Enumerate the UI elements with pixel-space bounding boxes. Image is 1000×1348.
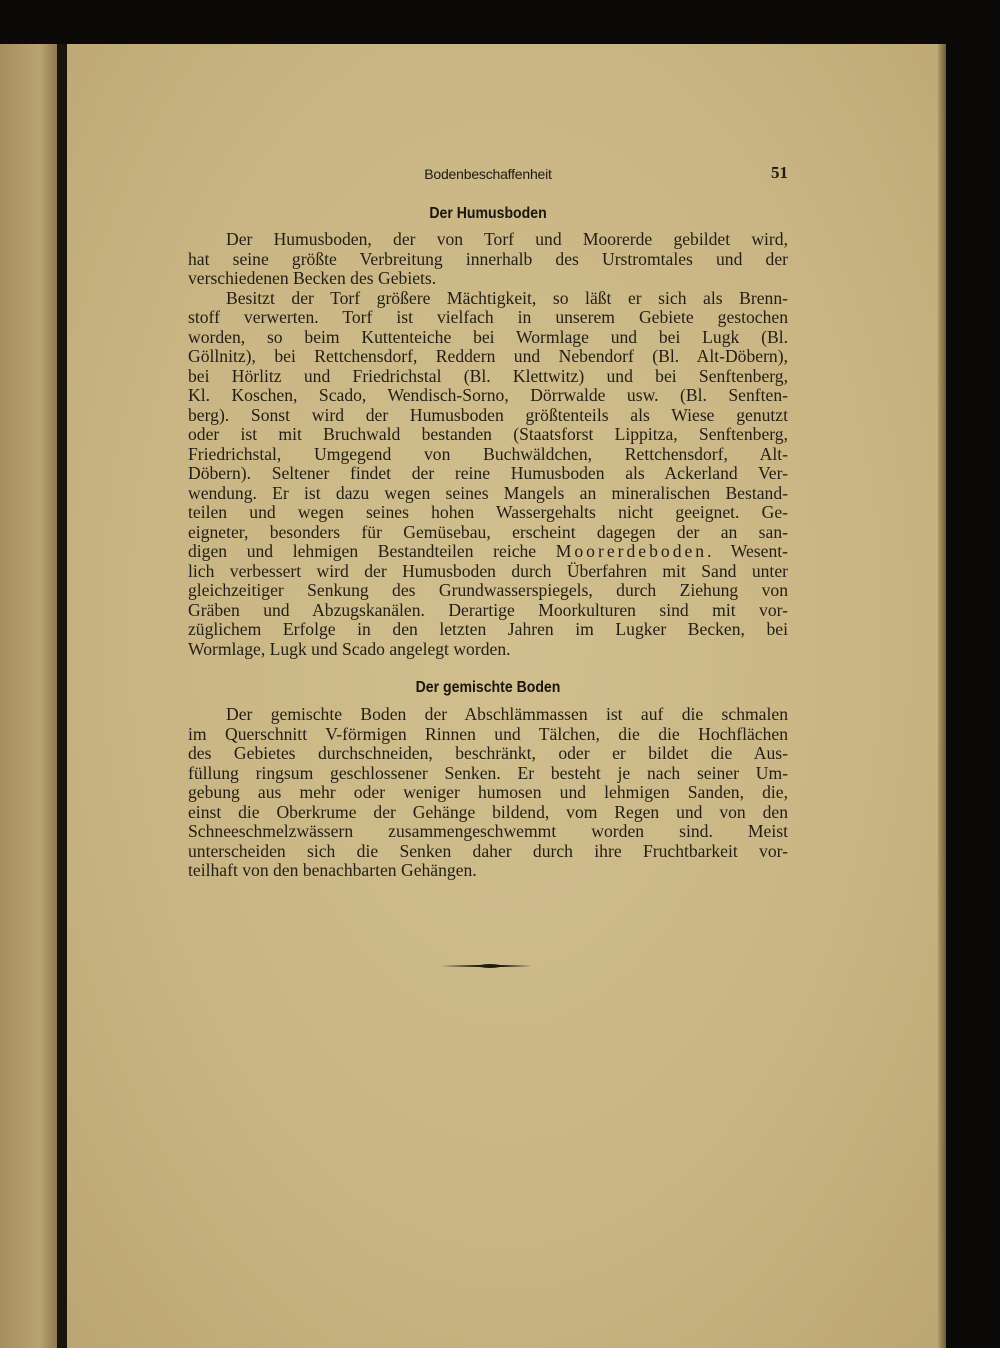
- text-line: teilhaft von den benachbarten Gehängen.: [188, 860, 477, 880]
- section-body-humusboden: [188, 230, 788, 659]
- running-head-title: Bodenbeschaffenheit: [424, 166, 552, 182]
- text-line: bei Hörlitz und Friedrichstal (Bl. Klettwitz) und bei Senftenberg,: [188, 365, 788, 386]
- paragraph: [188, 289, 788, 660]
- facing-page-edge: [0, 44, 57, 1348]
- text-line: worden, so beim Kuttenteiche bei Wormlage und bei Lugk (Bl.: [188, 326, 788, 347]
- text-line: teilen und wegen seines hohen Wassergehalts nicht geeignet. Ge-: [188, 502, 788, 522]
- text-line: Döbern). Seltener findet der reine Humusboden als Ackerland Ver-: [188, 463, 788, 483]
- text-line: Kl. Koschen, Scado, Wendisch-Sorno, Dörrwalde usw. (Bl. Senften-: [188, 385, 788, 405]
- text-line: berg). Sonst wird der Humusboden größtenteils als Wiese genutzt: [188, 404, 788, 425]
- text-line: einst die Oberkrume der Gehänge bildend, vom Regen und von den: [188, 801, 788, 822]
- text-line: Wormlage, Lugk und Scado angelegt worden.: [188, 638, 511, 659]
- page-number: 51: [771, 163, 788, 182]
- text-line: digen und lehmigen Bestandteilen reiche Moorerdeboden. Wesent-: [188, 541, 789, 561]
- section-heading-humusboden: Der Humusboden: [429, 205, 547, 222]
- text-line: unterscheiden sich die Senken daher durch ihre Fruchtbarkeit vor-: [188, 840, 788, 861]
- running-head: [188, 163, 788, 185]
- text-line: Schneeschmelzwässern zusammengeschwemmt worden sind. Meist: [188, 821, 788, 841]
- end-ornament-icon: [440, 963, 532, 969]
- text-line: oder ist mit Bruchwald bestanden (Staatsforst Lippitza, Senftenberg,: [188, 424, 788, 444]
- text-line: des Gebietes durchschneiden, beschränkt, oder er bildet die Aus-: [188, 743, 788, 763]
- section-body-gemischte-boden: [188, 705, 788, 881]
- text-line: züglichem Erfolge in den letzten Jahren im Lugker Becken, bei: [188, 619, 788, 639]
- book-gutter: [57, 44, 67, 1348]
- text-line: hat seine größte Verbreitung innerhalb des Urstromtales und der: [188, 248, 788, 269]
- text-line: lich verbessert wird der Humusboden durch Überfahren mit Sand unter: [188, 560, 788, 581]
- text-line: gleichzeitiger Senkung des Grundwasserspiegels, durch Ziehung von: [188, 580, 788, 600]
- text-line: im Querschnitt V-förmigen Rinnen und Tälchen, die die Hochflächen: [188, 723, 788, 744]
- text-line: gebung aus mehr oder weniger humosen und lehmigen Sanden, die,: [188, 782, 788, 802]
- text-line: Göllnitz), bei Rettchensdorf, Reddern und Nebendorf (Bl. Alt-Döbern),: [188, 346, 788, 366]
- paragraph: [188, 705, 788, 881]
- section-heading-gemischte-boden: Der gemischte Boden: [415, 679, 561, 696]
- text-line: füllung ringsum geschlossener Senken. Er besteht je nach seiner Um-: [188, 762, 788, 783]
- text-line: eigneter, besonders für Gemüsebau, erscheint dagegen der an san-: [188, 521, 788, 542]
- text-line: Friedrichstal, Umgegend von Buchwäldchen, Rettchensdorf, Alt-: [188, 443, 788, 464]
- text-line: Der Humusboden, der von Torf und Moorerde gebildet wird,: [226, 229, 788, 249]
- text-line: Gräben und Abzugskanälen. Derartige Moorkulturen sind mit vor-: [188, 599, 788, 620]
- paragraph: [188, 230, 788, 289]
- text-line: Der gemischte Boden der Abschlämmassen ist auf die schmalen: [226, 704, 788, 724]
- page-edge: [938, 44, 946, 1348]
- text-line: verschiedenen Becken des Gebiets.: [188, 268, 437, 288]
- text-line: Besitzt der Torf größere Mächtigkeit, so läßt er sich als Brenn-: [226, 287, 788, 308]
- emphasized-term: Moorerdeboden: [555, 541, 708, 561]
- text-line: stoff verwerten. Torf ist vielfach in unserem Gebiete gestochen: [188, 307, 788, 327]
- text-line: wendung. Er ist dazu wegen seines Mangels an mineralischen Bestand-: [188, 482, 788, 503]
